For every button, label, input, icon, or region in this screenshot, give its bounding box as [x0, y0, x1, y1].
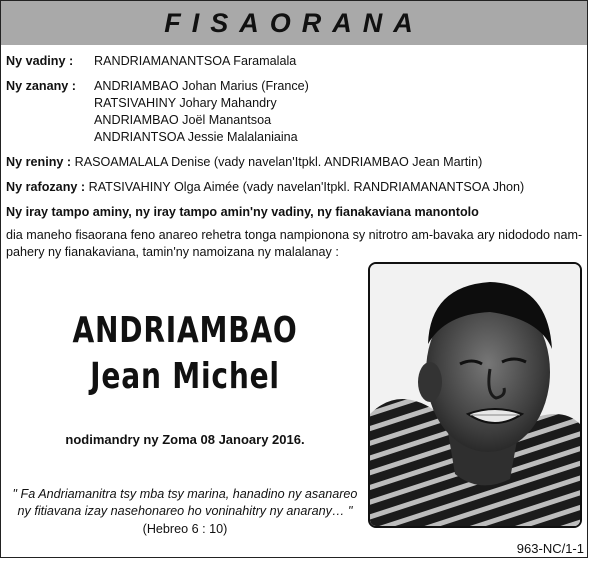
deceased-given-names: Jean Michel — [90, 356, 280, 397]
zanany-item: RATSIVAHINY Johary Mahandry — [94, 96, 277, 110]
bible-quote — [0, 486, 370, 520]
quote-line-2: ny fitiavana izay nasehonareo ho voninahitry ny anarany… " — [17, 504, 353, 518]
zanany-item: ANDRIAMBAO Joël Manantsoa — [94, 113, 272, 127]
message-line-1: dia maneho fisaorana feno anareo rehetra tonga nampionona sy nitrotro am-bavaka ary nidododo nam- — [6, 228, 583, 242]
zanany-label: Ny zanany : — [6, 79, 76, 93]
zanany-item: ANDRIAMBAO Johan Marius (France) — [94, 79, 309, 93]
portrait-photo — [368, 262, 582, 528]
portrait-image — [370, 264, 580, 526]
rafozany-row — [6, 179, 524, 195]
rafozany-value: RATSIVAHINY Olga Aimée (vady navelan'Itpkl. RANDRIAMANANTSOA Jhon) — [88, 180, 525, 194]
notice-title: FISAORANA — [164, 8, 424, 38]
vadiny-label: Ny vadiny : — [6, 54, 74, 68]
zanany-item: ANDRIANTSOA Jessie Malalaniaina — [94, 130, 298, 144]
reniny-row — [6, 154, 482, 170]
reniny-label: Ny reniny : — [6, 155, 72, 169]
reniny-value: RASOAMALALA Denise (vady navelan'Itpkl. ANDRIAMBAO Jean Martin) — [74, 155, 483, 169]
deceased-surname: ANDRIAMBAO — [72, 310, 298, 351]
message-line-2: pahery ny fianakaviana, tamin'ny namoizana ny malalanay : — [6, 245, 339, 259]
family-heading: Ny iray tampo aminy, ny iray tampo amin'ny vadiny, ny fianakaviana manontolo — [6, 205, 479, 219]
title-banner — [1, 1, 587, 45]
vadiny-value: RANDRIAMANANTSOA Faramalala — [94, 54, 297, 68]
death-date: nodimandry ny Zoma 08 Janoary 2016. — [65, 432, 305, 447]
quote-reference: (Hebreo 6 : 10) — [142, 522, 228, 536]
rafozany-label: Ny rafozany : — [6, 180, 86, 194]
reference-code: 963-NC/1-1 — [516, 541, 584, 556]
quote-line-1: " Fa Andriamanitra tsy mba tsy marina, hanadino ny asanareo — [12, 487, 358, 501]
